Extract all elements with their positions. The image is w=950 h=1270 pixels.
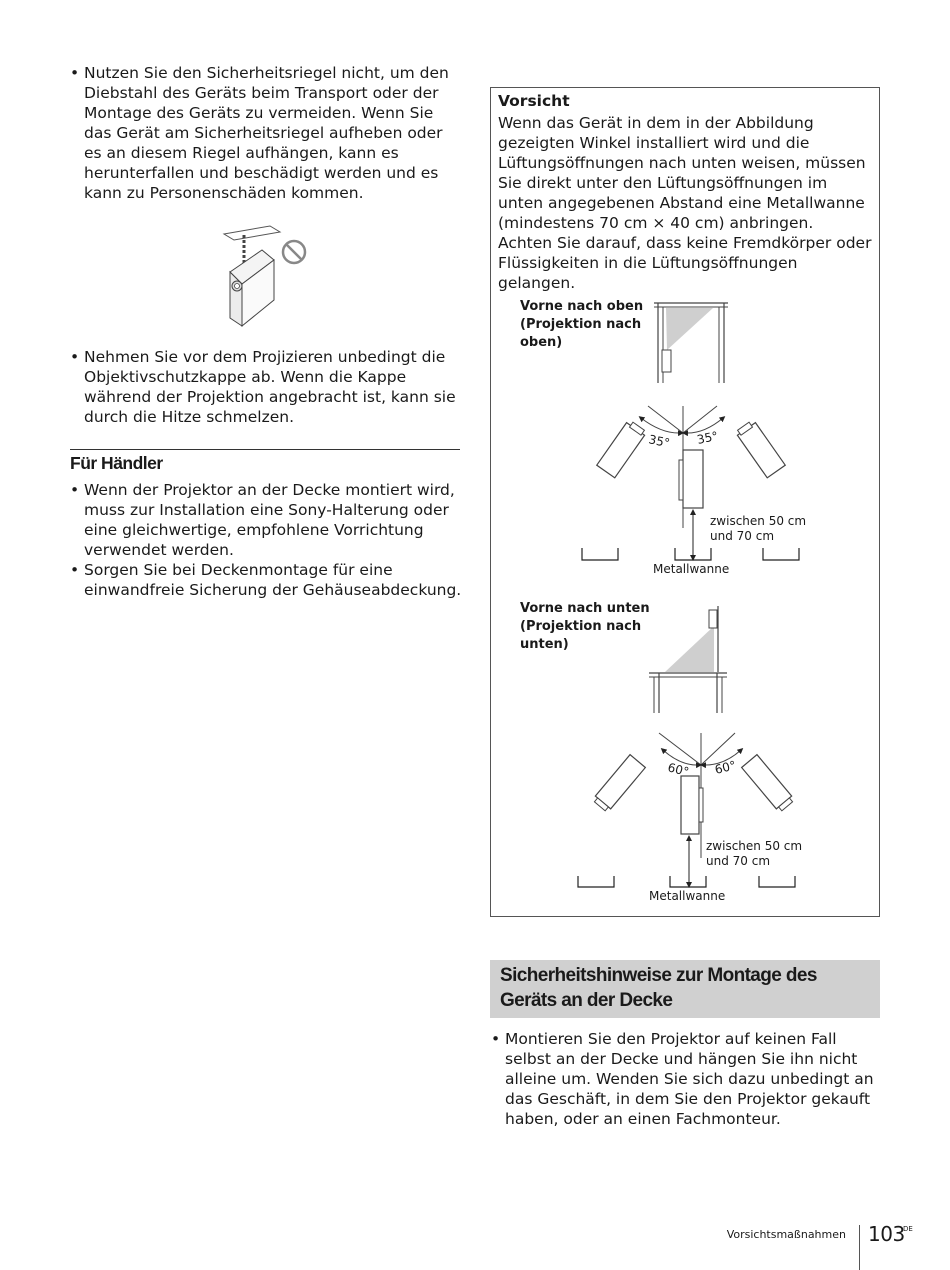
distance-label: und 70 cm — [706, 854, 771, 868]
projector-icon — [735, 419, 785, 477]
downward-projection-scene — [649, 606, 727, 713]
left-column — [70, 63, 462, 203]
figure-label-down: Vorne nach unten (Projektion nach unten) — [520, 601, 650, 652]
tray-label: Metallwanne — [653, 562, 730, 576]
projector-icon — [592, 755, 645, 813]
angle-label: 35° — [647, 432, 672, 451]
projector-icon — [597, 419, 647, 477]
figure-label-up: Vorne nach oben (Projektion nach oben) — [520, 299, 644, 350]
list-item: • Nehmen Sie vor dem Projizieren unbedingt die Objektivschutzkappe ab. Wenn die Kappe während der Projektion angebracht ist, kann sie durch die Hitze schmelzen. — [70, 347, 462, 427]
list-item: • Wenn der Projektor an der Decke montiert wird, muss zur Installation eine Sony-Halterung oder eine gleichwertige, empfohlene Vorrichtung verwendet werden. — [70, 480, 462, 560]
projector-icon — [681, 776, 703, 834]
distance-label: und 70 cm — [710, 529, 775, 543]
footer-section-name: Vorsichtsmaßnahmen — [726, 1228, 846, 1241]
distance-label: zwischen 50 cm — [706, 839, 803, 853]
footer-divider — [859, 1225, 860, 1270]
haendler-list — [70, 480, 462, 600]
caution-title: Vorsicht — [498, 92, 570, 110]
tray-label: Metallwanne — [649, 889, 726, 903]
installation-diagrams — [491, 88, 881, 918]
angle-label: 60° — [713, 758, 738, 777]
angle-label: 60° — [666, 760, 691, 780]
list-item: • Montieren Sie den Projektor auf keinen Fall selbst an der Decke und hängen Sie ihn nicht alleine um. Wenden Sie sich dazu unbedingt an das Geschäft, in dem Sie den Projektor gekauft haben, oder an einen Fachmonteur. — [491, 1029, 876, 1129]
security-bar-warning-list — [70, 63, 462, 203]
list-item: • Nutzen Sie den Sicherheitsriegel nicht, um den Diebstahl des Geräts beim Transport oder der Montage des Geräts zu vermeiden. Wenn Sie das Gerät am Sicherheitsriegel aufheben oder es an diesem Riegel aufhängen, kann es herunterfallen und beschädigt werden und es kann zu Personenschäden kommen. — [70, 63, 462, 203]
prohibition-icon — [283, 241, 305, 263]
list-item: • Sorgen Sie bei Deckenmontage für eine einwandfreie Sicherung der Gehäuseabdeckung. — [70, 560, 462, 600]
page-number: 103 — [868, 1222, 905, 1246]
upward-projection-scene — [654, 303, 728, 383]
section-heading-box — [490, 960, 880, 1018]
lens-cap-warning-list — [70, 347, 462, 427]
ceiling-mount-list — [491, 1029, 876, 1129]
angle-label: 35° — [695, 428, 720, 447]
section-heading: Sicherheitshinweise zur Montage des Geräts an der Decke — [500, 965, 817, 1011]
section-heading-haendler: Für Händler — [70, 453, 163, 473]
section-divider — [70, 449, 460, 450]
caution-paragraph: Wenn das Gerät in dem in der Abbildung gezeigten Winkel installiert wird und die Lüftungsöffnungen nach unten weisen, müssen Sie direkt unter den Lüftungsöffnungen im unten angegebenen Abstand eine Metallwanne (mindestens 70 cm × 40 cm) anbringen. — [498, 114, 866, 232]
caution-paragraph: Achten Sie darauf, dass keine Fremdkörper oder Flüssigkeiten in die Lüftungsöffnungen gelangen. — [498, 234, 872, 292]
page-language: DE — [903, 1225, 913, 1233]
caution-box — [490, 87, 880, 917]
distance-label: zwischen 50 cm — [710, 514, 807, 528]
security-bar-illustration — [218, 222, 318, 332]
projector-icon — [742, 755, 795, 813]
projector-icon — [679, 450, 703, 508]
